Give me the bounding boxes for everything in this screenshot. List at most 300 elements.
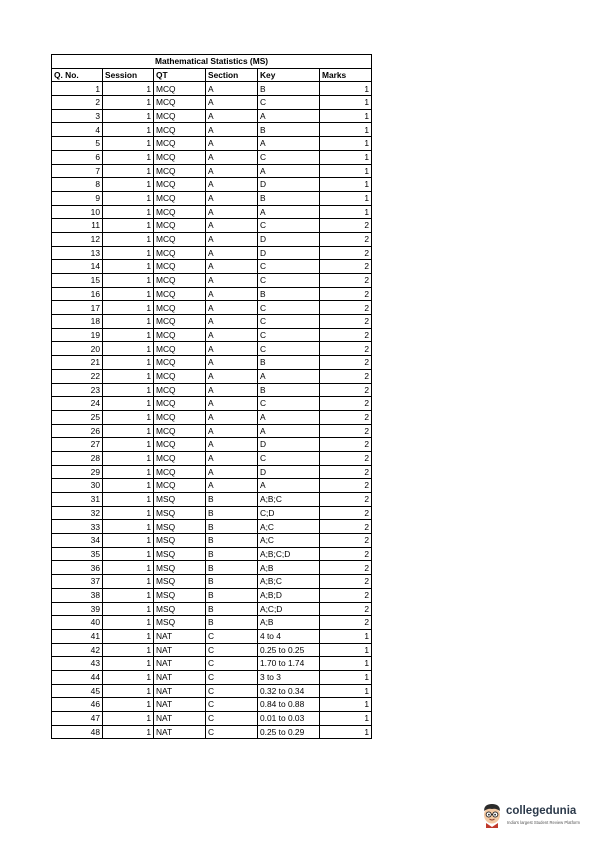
marks-cell: 2: [320, 520, 372, 534]
q-no-cell: 13: [52, 246, 103, 260]
key-cell: B: [258, 383, 320, 397]
q-no-cell: 22: [52, 369, 103, 383]
qt-cell: MCQ: [154, 274, 206, 288]
marks-cell: 2: [320, 342, 372, 356]
marks-cell: 2: [320, 547, 372, 561]
table-row: [52, 547, 372, 561]
qt-cell: MCQ: [154, 383, 206, 397]
q-no-cell: 30: [52, 479, 103, 493]
key-cell: A: [258, 369, 320, 383]
session-cell: 1: [103, 383, 154, 397]
session-cell: 1: [103, 479, 154, 493]
key-cell: C: [258, 260, 320, 274]
table-row: [52, 616, 372, 630]
q-no-cell: 11: [52, 219, 103, 233]
key-cell: D: [258, 178, 320, 192]
session-cell: 1: [103, 698, 154, 712]
marks-cell: 1: [320, 698, 372, 712]
q-no-cell: 27: [52, 438, 103, 452]
session-cell: 1: [103, 178, 154, 192]
marks-cell: 2: [320, 246, 372, 260]
section-cell: A: [206, 260, 258, 274]
section-cell: B: [206, 561, 258, 575]
qt-cell: MCQ: [154, 465, 206, 479]
q-no-cell: 2: [52, 96, 103, 110]
session-cell: 1: [103, 506, 154, 520]
marks-cell: 1: [320, 164, 372, 178]
table-row: [52, 356, 372, 370]
section-cell: A: [206, 191, 258, 205]
table-row: [52, 383, 372, 397]
q-no-cell: 5: [52, 137, 103, 151]
key-cell: B: [258, 123, 320, 137]
section-cell: C: [206, 629, 258, 643]
qt-cell: MCQ: [154, 137, 206, 151]
table-row: [52, 369, 372, 383]
qt-cell: MSQ: [154, 547, 206, 561]
section-cell: B: [206, 520, 258, 534]
q-no-cell: 28: [52, 451, 103, 465]
section-cell: C: [206, 698, 258, 712]
table-row: [52, 506, 372, 520]
marks-cell: 2: [320, 287, 372, 301]
marks-cell: 2: [320, 232, 372, 246]
marks-cell: 2: [320, 301, 372, 315]
qt-cell: NAT: [154, 643, 206, 657]
q-no-cell: 4: [52, 123, 103, 137]
q-no-cell: 1: [52, 82, 103, 96]
table-row: [52, 725, 372, 739]
key-cell: A;B: [258, 616, 320, 630]
qt-cell: MSQ: [154, 561, 206, 575]
key-cell: A;C: [258, 520, 320, 534]
table-row: [52, 137, 372, 151]
session-cell: 1: [103, 670, 154, 684]
q-no-cell: 17: [52, 301, 103, 315]
q-no-cell: 44: [52, 670, 103, 684]
key-cell: A;B;C;D: [258, 547, 320, 561]
table-row: [52, 629, 372, 643]
column-header: Section: [206, 68, 258, 82]
table-row: [52, 328, 372, 342]
qt-cell: NAT: [154, 698, 206, 712]
marks-cell: 1: [320, 684, 372, 698]
qt-cell: MCQ: [154, 301, 206, 315]
section-cell: B: [206, 616, 258, 630]
session-cell: 1: [103, 205, 154, 219]
section-cell: A: [206, 438, 258, 452]
section-cell: B: [206, 588, 258, 602]
section-cell: A: [206, 109, 258, 123]
q-no-cell: 8: [52, 178, 103, 192]
section-cell: B: [206, 547, 258, 561]
session-cell: 1: [103, 287, 154, 301]
table-row: [52, 82, 372, 96]
table-row: [52, 534, 372, 548]
session-cell: 1: [103, 438, 154, 452]
table-row: [52, 698, 372, 712]
key-cell: B: [258, 287, 320, 301]
session-cell: 1: [103, 629, 154, 643]
key-cell: A: [258, 205, 320, 219]
q-no-cell: 38: [52, 588, 103, 602]
session-cell: 1: [103, 410, 154, 424]
marks-cell: 2: [320, 451, 372, 465]
qt-cell: MCQ: [154, 164, 206, 178]
section-cell: A: [206, 410, 258, 424]
q-no-cell: 42: [52, 643, 103, 657]
q-no-cell: 32: [52, 506, 103, 520]
session-cell: 1: [103, 356, 154, 370]
qt-cell: MCQ: [154, 479, 206, 493]
marks-cell: 2: [320, 356, 372, 370]
key-cell: C: [258, 315, 320, 329]
answer-key-table: [51, 54, 372, 739]
q-no-cell: 16: [52, 287, 103, 301]
table-row: [52, 712, 372, 726]
session-cell: 1: [103, 219, 154, 233]
table-row: [52, 232, 372, 246]
qt-cell: MCQ: [154, 82, 206, 96]
table-row: [52, 561, 372, 575]
table-row: [52, 191, 372, 205]
key-cell: B: [258, 356, 320, 370]
marks-cell: 2: [320, 534, 372, 548]
table-row: [52, 479, 372, 493]
session-cell: 1: [103, 575, 154, 589]
key-cell: A: [258, 410, 320, 424]
table-row: [52, 397, 372, 411]
table-row: [52, 205, 372, 219]
qt-cell: MCQ: [154, 191, 206, 205]
table-row: [52, 657, 372, 671]
q-no-cell: 25: [52, 410, 103, 424]
marks-cell: 1: [320, 205, 372, 219]
table-row: [52, 438, 372, 452]
table-row: [52, 274, 372, 288]
key-cell: A: [258, 164, 320, 178]
table-row: [52, 260, 372, 274]
q-no-cell: 29: [52, 465, 103, 479]
session-cell: 1: [103, 150, 154, 164]
table-row: [52, 287, 372, 301]
session-cell: 1: [103, 369, 154, 383]
section-cell: B: [206, 534, 258, 548]
key-cell: C: [258, 96, 320, 110]
key-cell: A;B;C: [258, 493, 320, 507]
column-header: Marks: [320, 68, 372, 82]
marks-cell: 2: [320, 561, 372, 575]
marks-cell: 2: [320, 397, 372, 411]
qt-cell: MCQ: [154, 369, 206, 383]
section-cell: B: [206, 506, 258, 520]
session-cell: 1: [103, 602, 154, 616]
session-cell: 1: [103, 684, 154, 698]
q-no-cell: 41: [52, 629, 103, 643]
section-cell: A: [206, 274, 258, 288]
qt-cell: MCQ: [154, 109, 206, 123]
session-cell: 1: [103, 643, 154, 657]
qt-cell: NAT: [154, 670, 206, 684]
q-no-cell: 21: [52, 356, 103, 370]
session-cell: 1: [103, 712, 154, 726]
section-cell: C: [206, 643, 258, 657]
marks-cell: 1: [320, 670, 372, 684]
q-no-cell: 9: [52, 191, 103, 205]
qt-cell: MCQ: [154, 246, 206, 260]
section-cell: A: [206, 219, 258, 233]
key-cell: 0.32 to 0.34: [258, 684, 320, 698]
table-row: [52, 164, 372, 178]
q-no-cell: 47: [52, 712, 103, 726]
section-cell: B: [206, 493, 258, 507]
section-cell: A: [206, 383, 258, 397]
q-no-cell: 18: [52, 315, 103, 329]
key-cell: D: [258, 246, 320, 260]
qt-cell: NAT: [154, 657, 206, 671]
section-cell: A: [206, 424, 258, 438]
session-cell: 1: [103, 397, 154, 411]
key-cell: A: [258, 479, 320, 493]
table-row: [52, 520, 372, 534]
q-no-cell: 48: [52, 725, 103, 739]
session-cell: 1: [103, 137, 154, 151]
key-cell: A: [258, 424, 320, 438]
marks-cell: 2: [320, 328, 372, 342]
table-row: [52, 451, 372, 465]
table-row: [52, 123, 372, 137]
collegedunia-logo: [480, 800, 590, 832]
marks-cell: 1: [320, 643, 372, 657]
table-row: [52, 342, 372, 356]
key-cell: 0.25 to 0.29: [258, 725, 320, 739]
qt-cell: MSQ: [154, 506, 206, 520]
section-cell: A: [206, 465, 258, 479]
section-cell: A: [206, 397, 258, 411]
session-cell: 1: [103, 493, 154, 507]
marks-cell: 1: [320, 725, 372, 739]
marks-cell: 2: [320, 274, 372, 288]
session-cell: 1: [103, 520, 154, 534]
section-cell: A: [206, 369, 258, 383]
key-cell: D: [258, 465, 320, 479]
session-cell: 1: [103, 547, 154, 561]
section-cell: A: [206, 356, 258, 370]
q-no-cell: 36: [52, 561, 103, 575]
brand-tagline: India's largest Student Review Platform: [507, 820, 580, 825]
qt-cell: MSQ: [154, 602, 206, 616]
session-cell: 1: [103, 342, 154, 356]
marks-cell: 1: [320, 712, 372, 726]
marks-cell: 2: [320, 602, 372, 616]
header-row: [52, 68, 372, 82]
qt-cell: MCQ: [154, 232, 206, 246]
key-cell: D: [258, 438, 320, 452]
table-title: Mathematical Statistics (MS): [52, 55, 372, 69]
session-cell: 1: [103, 96, 154, 110]
qt-cell: MCQ: [154, 123, 206, 137]
column-header: QT: [154, 68, 206, 82]
key-cell: B: [258, 82, 320, 96]
session-cell: 1: [103, 315, 154, 329]
key-cell: C: [258, 219, 320, 233]
marks-cell: 2: [320, 410, 372, 424]
q-no-cell: 33: [52, 520, 103, 534]
session-cell: 1: [103, 465, 154, 479]
section-cell: A: [206, 137, 258, 151]
marks-cell: 1: [320, 123, 372, 137]
key-cell: A: [258, 137, 320, 151]
qt-cell: MSQ: [154, 534, 206, 548]
key-cell: A;C: [258, 534, 320, 548]
section-cell: A: [206, 479, 258, 493]
key-cell: B: [258, 191, 320, 205]
q-no-cell: 10: [52, 205, 103, 219]
brand-name: collegedunia: [506, 805, 577, 817]
title-row: [52, 55, 372, 69]
key-cell: 1.70 to 1.74: [258, 657, 320, 671]
column-header: Q. No.: [52, 68, 103, 82]
section-cell: A: [206, 328, 258, 342]
qt-cell: MCQ: [154, 287, 206, 301]
marks-cell: 1: [320, 178, 372, 192]
session-cell: 1: [103, 451, 154, 465]
qt-cell: NAT: [154, 629, 206, 643]
column-header: Key: [258, 68, 320, 82]
marks-cell: 1: [320, 82, 372, 96]
session-cell: 1: [103, 301, 154, 315]
section-cell: B: [206, 602, 258, 616]
table-row: [52, 465, 372, 479]
session-cell: 1: [103, 657, 154, 671]
q-no-cell: 46: [52, 698, 103, 712]
section-cell: A: [206, 178, 258, 192]
q-no-cell: 35: [52, 547, 103, 561]
session-cell: 1: [103, 424, 154, 438]
table-row: [52, 315, 372, 329]
marks-cell: 2: [320, 438, 372, 452]
qt-cell: MCQ: [154, 438, 206, 452]
marks-cell: 1: [320, 191, 372, 205]
q-no-cell: 37: [52, 575, 103, 589]
marks-cell: 2: [320, 575, 372, 589]
qt-cell: NAT: [154, 684, 206, 698]
section-cell: A: [206, 82, 258, 96]
qt-cell: MCQ: [154, 328, 206, 342]
key-cell: C: [258, 150, 320, 164]
session-cell: 1: [103, 246, 154, 260]
section-cell: C: [206, 670, 258, 684]
session-cell: 1: [103, 616, 154, 630]
qt-cell: MCQ: [154, 451, 206, 465]
table-row: [52, 109, 372, 123]
marks-cell: 1: [320, 150, 372, 164]
marks-cell: 2: [320, 383, 372, 397]
table-row: [52, 684, 372, 698]
qt-cell: MSQ: [154, 520, 206, 534]
marks-cell: 2: [320, 369, 372, 383]
qt-cell: MCQ: [154, 315, 206, 329]
qt-cell: MCQ: [154, 397, 206, 411]
key-cell: 3 to 3: [258, 670, 320, 684]
section-cell: A: [206, 123, 258, 137]
section-cell: A: [206, 96, 258, 110]
marks-cell: 1: [320, 137, 372, 151]
section-cell: A: [206, 342, 258, 356]
session-cell: 1: [103, 534, 154, 548]
key-cell: 0.25 to 0.25: [258, 643, 320, 657]
q-no-cell: 31: [52, 493, 103, 507]
key-cell: 0.01 to 0.03: [258, 712, 320, 726]
table-row: [52, 301, 372, 315]
session-cell: 1: [103, 191, 154, 205]
q-no-cell: 12: [52, 232, 103, 246]
mascot-icon: [480, 802, 504, 828]
qt-cell: MCQ: [154, 356, 206, 370]
session-cell: 1: [103, 725, 154, 739]
table-row: [52, 575, 372, 589]
column-header: Session: [103, 68, 154, 82]
q-no-cell: 45: [52, 684, 103, 698]
table-row: [52, 96, 372, 110]
qt-cell: MCQ: [154, 150, 206, 164]
section-cell: A: [206, 150, 258, 164]
key-cell: C: [258, 274, 320, 288]
q-no-cell: 15: [52, 274, 103, 288]
section-cell: A: [206, 164, 258, 178]
qt-cell: MCQ: [154, 219, 206, 233]
section-cell: A: [206, 301, 258, 315]
section-cell: A: [206, 451, 258, 465]
q-no-cell: 23: [52, 383, 103, 397]
table-row: [52, 493, 372, 507]
session-cell: 1: [103, 588, 154, 602]
key-cell: C: [258, 342, 320, 356]
table-row: [52, 588, 372, 602]
table-row: [52, 150, 372, 164]
table-row: [52, 670, 372, 684]
q-no-cell: 26: [52, 424, 103, 438]
session-cell: 1: [103, 561, 154, 575]
q-no-cell: 14: [52, 260, 103, 274]
key-cell: C: [258, 328, 320, 342]
marks-cell: 2: [320, 465, 372, 479]
q-no-cell: 20: [52, 342, 103, 356]
qt-cell: MCQ: [154, 260, 206, 274]
key-cell: C: [258, 397, 320, 411]
marks-cell: 2: [320, 479, 372, 493]
table-row: [52, 178, 372, 192]
qt-cell: MSQ: [154, 575, 206, 589]
marks-cell: 2: [320, 588, 372, 602]
q-no-cell: 19: [52, 328, 103, 342]
key-cell: C;D: [258, 506, 320, 520]
key-cell: C: [258, 451, 320, 465]
session-cell: 1: [103, 164, 154, 178]
table-row: [52, 424, 372, 438]
session-cell: 1: [103, 328, 154, 342]
table-row: [52, 602, 372, 616]
key-cell: A: [258, 109, 320, 123]
q-no-cell: 34: [52, 534, 103, 548]
table-row: [52, 246, 372, 260]
q-no-cell: 7: [52, 164, 103, 178]
key-cell: A;B;C: [258, 575, 320, 589]
section-cell: A: [206, 315, 258, 329]
section-cell: A: [206, 287, 258, 301]
qt-cell: MCQ: [154, 424, 206, 438]
marks-cell: 2: [320, 424, 372, 438]
